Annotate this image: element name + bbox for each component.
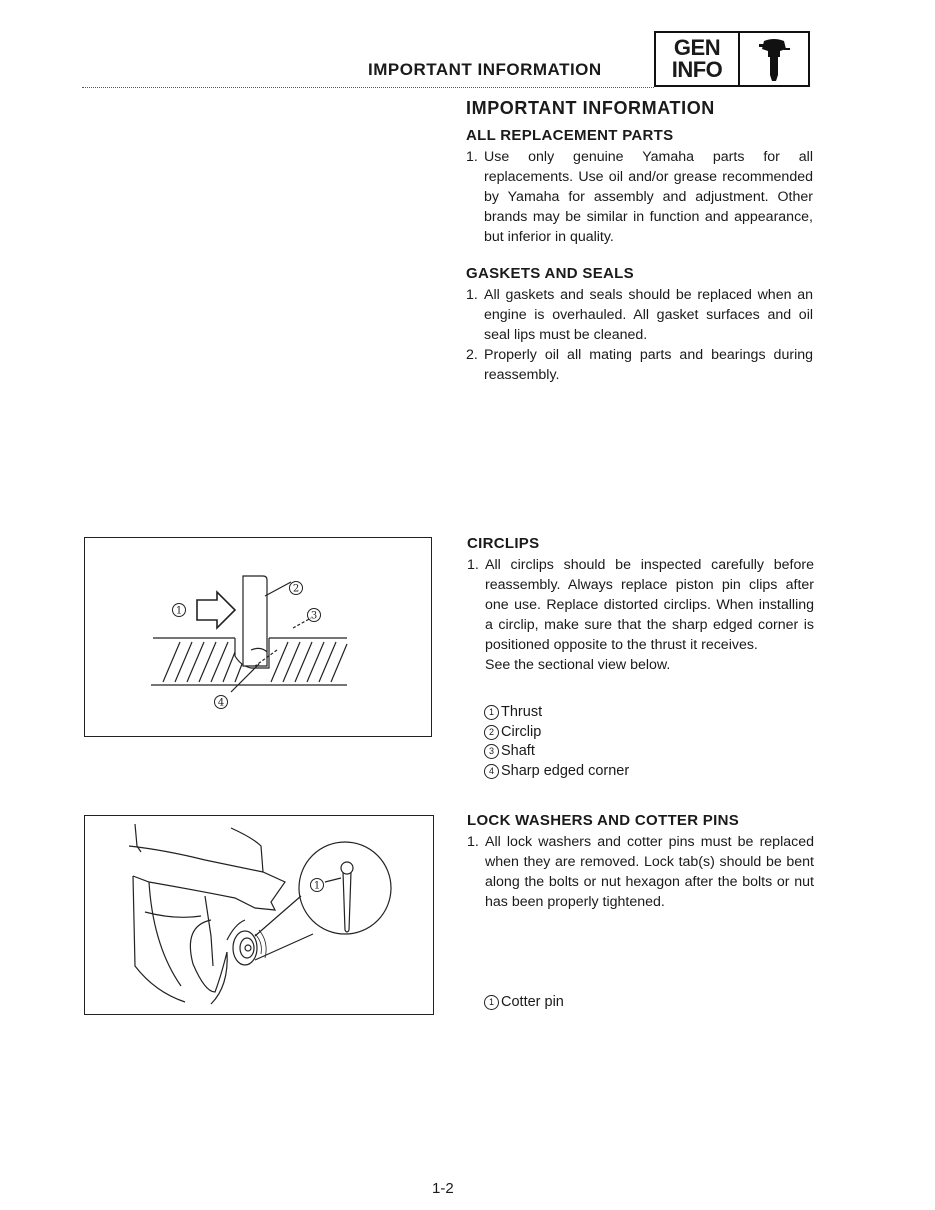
replacement-items bbox=[466, 147, 813, 247]
callout-1: 1 bbox=[175, 605, 183, 617]
legend-number: 1 bbox=[484, 995, 499, 1010]
legend-item bbox=[484, 993, 564, 1013]
gaskets-items bbox=[466, 285, 813, 385]
legend-label: Shaft bbox=[501, 743, 535, 760]
legend-item bbox=[484, 762, 629, 782]
section-title-gaskets: GASKETS AND SEALS bbox=[466, 265, 634, 282]
legend-label: Sharp edged corner bbox=[501, 762, 630, 779]
legend-label: Circlip bbox=[501, 723, 542, 740]
header-title: IMPORTANT INFORMATION bbox=[368, 60, 602, 79]
header-rule bbox=[82, 87, 654, 88]
item-text: All gaskets and seals should be replaced when an engine is overhauled. All gasket surfaces and oil seal lips must be cleaned. bbox=[484, 287, 813, 343]
list-item bbox=[467, 832, 814, 912]
legend-label: Thrust bbox=[501, 704, 543, 720]
section-title-circlips: CIRCLIPS bbox=[467, 535, 540, 552]
circlip-diagram bbox=[85, 538, 430, 735]
page-number: 1-2 bbox=[432, 1180, 454, 1197]
callout-4: 4 bbox=[217, 697, 225, 709]
cotter-pin-figure bbox=[84, 815, 434, 1015]
list-item bbox=[467, 555, 814, 655]
list-item bbox=[466, 147, 813, 247]
legend-item bbox=[484, 723, 629, 743]
circlips-items bbox=[467, 555, 814, 675]
legend-label: Cotter pin bbox=[501, 994, 564, 1010]
list-item bbox=[466, 285, 813, 345]
item-text: All circlips should be inspected carefully before reassembly. Always replace piston pin clips after one use. Replace distorted circlips. When installing a circlip, make sure that the sharp edged corner is positioned opposite to the thrust it receives. bbox=[485, 557, 814, 653]
legend-item bbox=[484, 703, 629, 723]
circlips-legend bbox=[484, 703, 629, 781]
callout-3: 3 bbox=[310, 610, 318, 622]
item-text: Properly oil all mating parts and bearings during reassembly. bbox=[484, 347, 813, 383]
item-number: 2. bbox=[466, 347, 478, 363]
badge-line-gen: GEN bbox=[673, 35, 721, 60]
legend-item bbox=[484, 742, 629, 762]
legend-number: 4 bbox=[484, 764, 499, 779]
callout-1: 1 bbox=[313, 880, 321, 892]
badge-text bbox=[656, 33, 740, 85]
list-item bbox=[466, 345, 813, 385]
legend-number: 1 bbox=[484, 705, 499, 720]
circlip-figure bbox=[84, 537, 432, 737]
circlips-note: See the sectional view below. bbox=[485, 657, 671, 673]
legend-number: 3 bbox=[484, 744, 499, 759]
badge-line-info: INFO bbox=[671, 57, 723, 82]
legend-number: 2 bbox=[484, 725, 499, 740]
lockwashers-legend bbox=[484, 993, 564, 1013]
callout-2: 2 bbox=[292, 583, 300, 595]
item-text: Use only genuine Yamaha parts for all replacements. Use oil and/or grease recommended by Yamaha for assembly and adjustment. Other brands may be similar in function and appearance, but inferior in quality. bbox=[484, 149, 813, 245]
section-title-replacement: ALL REPLACEMENT PARTS bbox=[466, 127, 674, 144]
item-number: 1. bbox=[466, 287, 478, 303]
section-badge bbox=[654, 31, 810, 87]
lockwashers-items bbox=[467, 832, 814, 912]
item-text: All lock washers and cotter pins must be replaced when they are removed. Lock tab(s) should be bent along the bolts or nut hexagon after the bolts or nut has been properly tightened. bbox=[485, 834, 814, 910]
main-heading: IMPORTANT INFORMATION bbox=[466, 98, 715, 118]
item-number: 1. bbox=[467, 834, 479, 850]
outboard-motor-icon bbox=[740, 35, 808, 83]
item-number: 1. bbox=[466, 149, 478, 165]
lower-unit-diagram bbox=[85, 816, 432, 1013]
item-number: 1. bbox=[467, 557, 479, 573]
section-title-lockwashers: LOCK WASHERS AND COTTER PINS bbox=[467, 812, 740, 829]
